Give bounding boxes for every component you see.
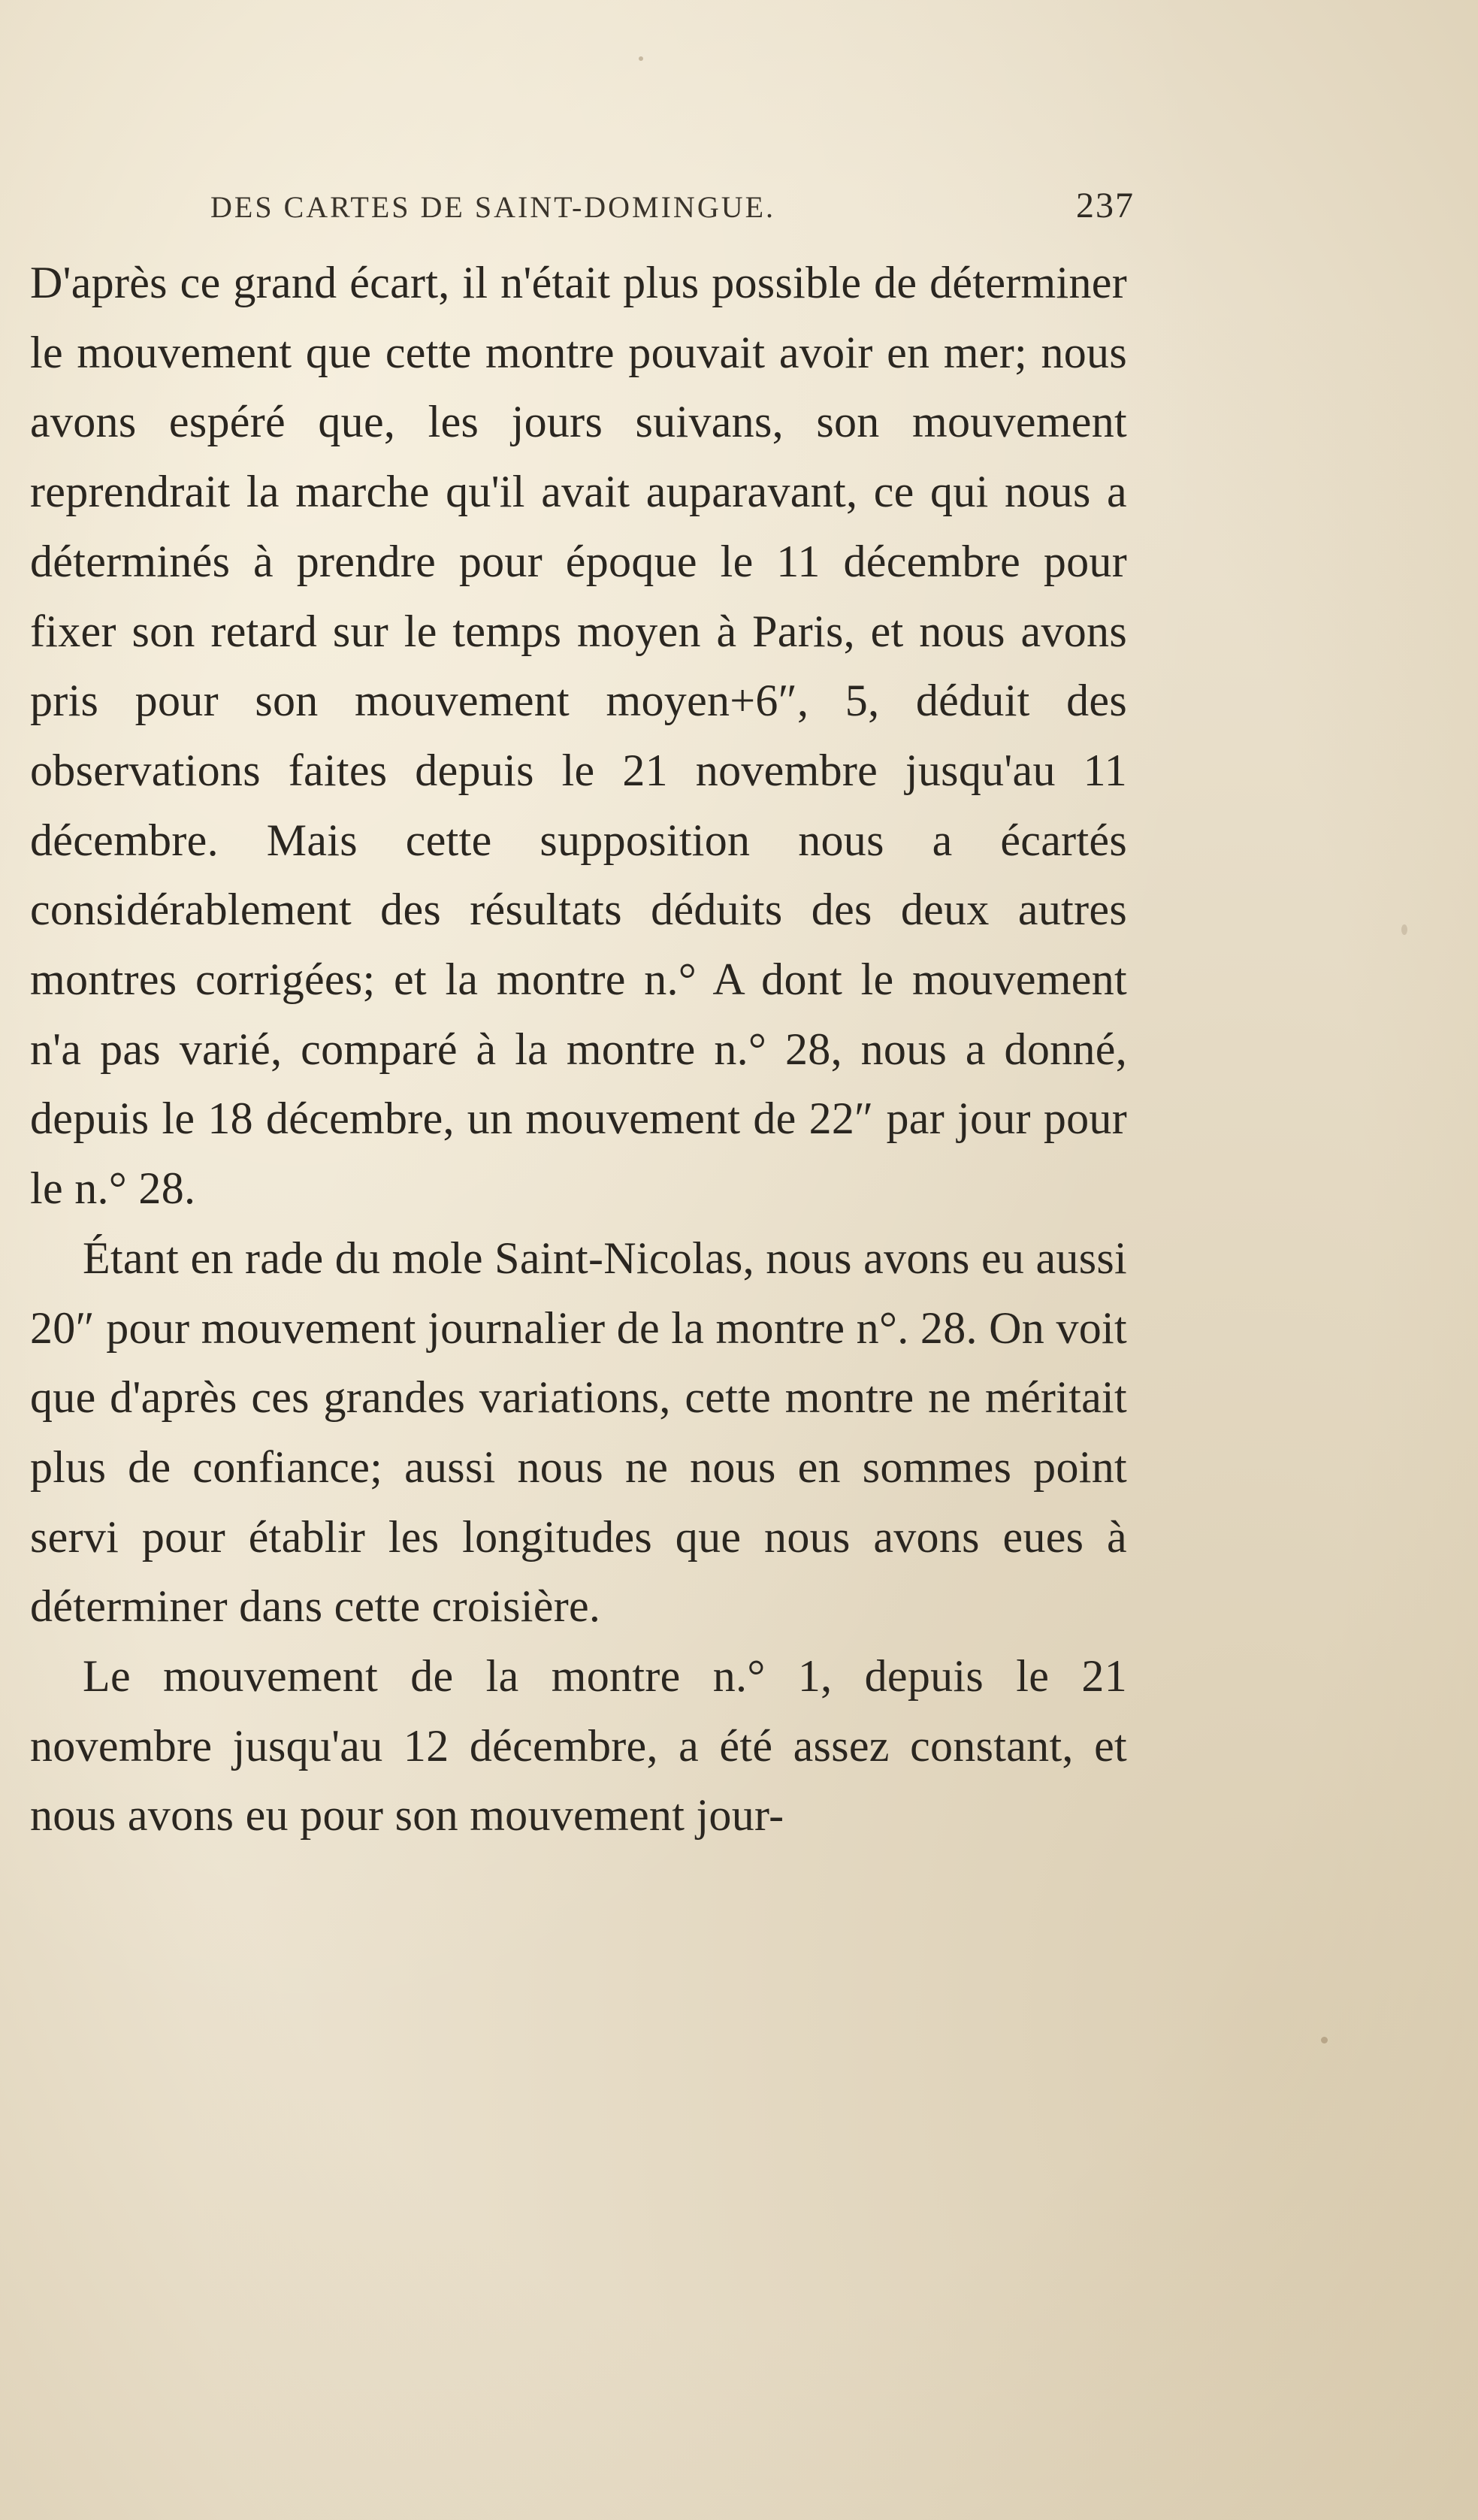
running-title: DES CARTES DE SAINT-DOMINGUE. <box>210 190 776 224</box>
paper-spot <box>1401 924 1407 935</box>
paper-spot <box>1321 2037 1328 2044</box>
page-number: 237 <box>1076 186 1135 225</box>
page-header <box>210 186 1135 242</box>
paragraph-1: D'après ce grand écart, il n'était plus possible de déterminer le mouvement que cette montre pouvait avoir en mer; nous avons espéré que, les jours suivans, son mouvement reprendrait la marche qu'il avait auparavant, ce qui nous a déterminés à prendre pour époque le 11 décembre pour fixer son retard sur le temps moyen à Paris, et nous avons pris pour son mouvement moyen+6″, 5, déduit des observations faites depuis le 21 novembre jusqu'au 11 décembre. Mais cette supposition nous a écartés considérablement des résultats déduits des deux autres montres corrigées; et la montre n.° A dont le mouvement n'a pas varié, comparé à la montre n.° 28, nous a donné, depuis le 18 décembre, un mouvement de 22″ par jour pour le n.° 28. <box>30 258 1127 1214</box>
body-text <box>30 248 1127 1850</box>
paper-spot <box>639 56 643 61</box>
paragraph-2: Étant en rade du mole Saint-Nicolas, nous avons eu aussi 20″ pour mouvement journalier de la montre n°. 28. On voit que d'après ces grandes variations, cette montre ne méritait plus de confiance; aussi nous ne nous en sommes point servi pour établir les longitudes que nous avons eues à déterminer dans cette croisière. <box>30 1233 1127 1632</box>
paragraph-3: Le mouvement de la montre n.° 1, depuis le 21 novembre jusqu'au 12 décembre, a été assez constant, et nous avons eu pour son mouvement jour- <box>30 1651 1127 1841</box>
